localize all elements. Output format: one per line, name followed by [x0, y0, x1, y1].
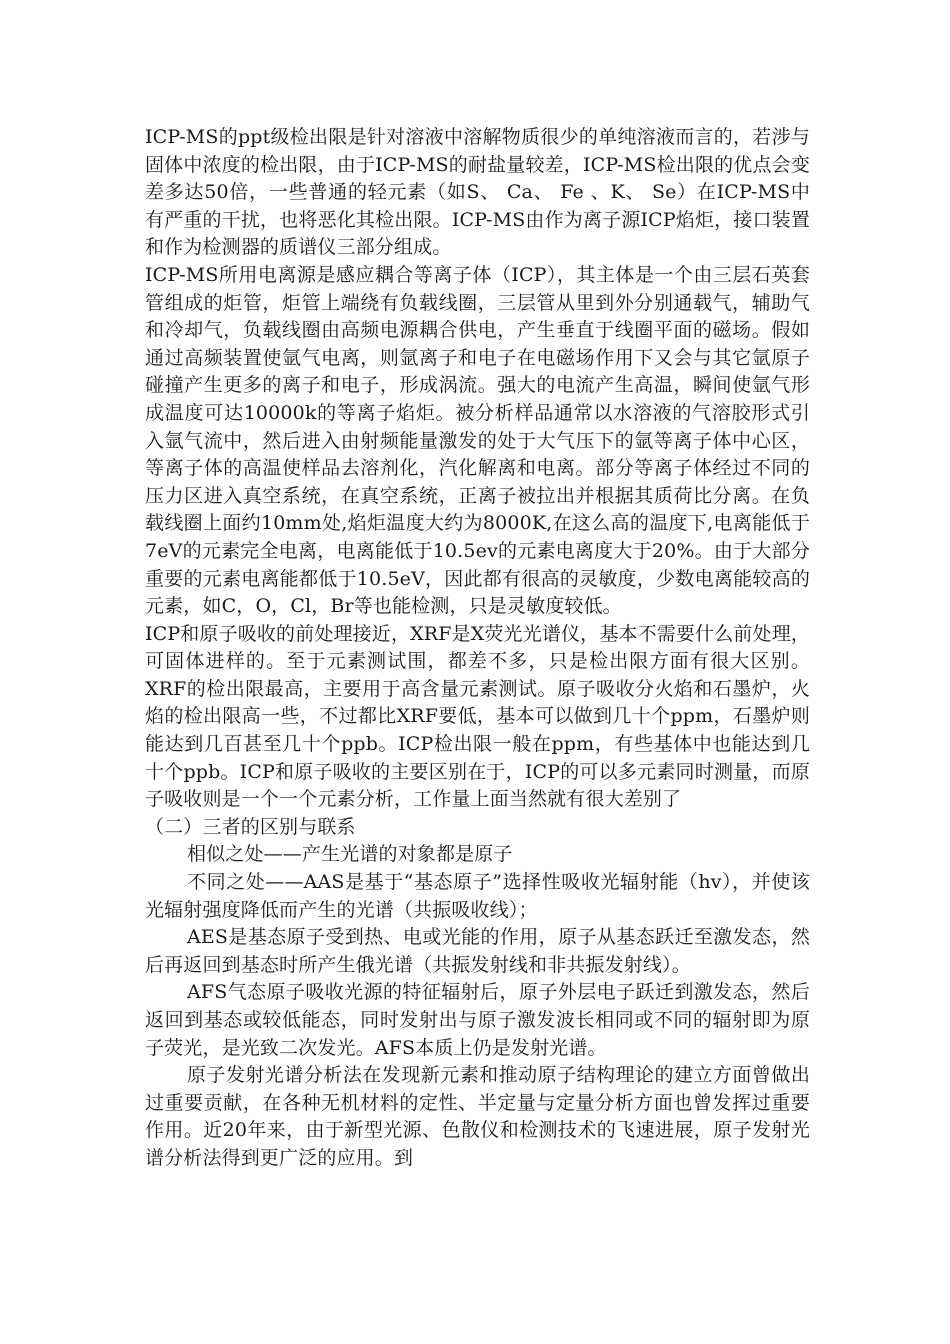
- document-body: [145, 124, 810, 1173]
- paragraph-difference-aas: 不同之处——AAS是基于“基态原子”选择性吸收光辐射能（hv），并使该光辐射强度降低而产生的光谱（共振吸收线）；: [145, 871, 810, 921]
- paragraph-icpms-detection-limit: ICP-MS的ppt级检出限是针对溶液中溶解物质很少的单纯溶液而言的，若涉与固体中浓度的检出限，由于ICP-MS的耐盐量较差，ICP-MS检出限的优点会变差多达50倍，一些普通的轻元素（如S、 Ca、 Fe 、K、 Se）在ICP-MS中有严重的干扰，也将恶化其检出限。ICP-MS由作为离子源ICP焰炬，接口装置和作为检测器的质谱仪三部分组成。: [145, 126, 810, 259]
- paragraph-afs: AFS气态原子吸收光源的特征辐射后，原子外层电子跃迁到激发态，然后返回到基态或较低能态，同时发射出与原子激发波长相同或不同的辐射即为原子荧光，是光致二次发光。AFS本质上仍是发射光谱。: [145, 981, 810, 1059]
- paragraph-aes-history: 原子发射光谱分析法在发现新元素和推动原子结构理论的建立方面曾做出过重要贡献，在各种无机材料的定性、半定量与定量分析方面也曾发挥过重要作用。近20年来，由于新型光源、色散仪和检测技术的飞速进展，原子发射光谱分析法得到更广泛的应用。到: [145, 1064, 810, 1169]
- paragraph-icpms-ionization-source: ICP-MS所用电离源是感应耦合等离子体（ICP），其主体是一个由三层石英套管组成的炬管，炬管上端绕有负载线圈，三层管从里到外分别通载气，辅助气和冷却气，负载线圈由高频电源耦合供电，产生垂直于线圈平面的磁场。假如通过高频装置使氩气电离，则氩离子和电子在电磁场作用下又会与其它氩原子碰撞产生更多的离子和电子，形成涡流。强大的电流产生高温，瞬间使氩气形成温度可达10000k的等离子焰炬。被分析样品通常以水溶液的气溶胶形式引入氩气流中，然后进入由射频能量激发的处于大气压下的氩等离子体中心区，等离子体的高温使样品去溶剂化，汽化解离和电离。部分等离子体经过不同的压力区进入真空系统，在真空系统，正离子被拉出并根据其质荷比分离。在负载线圈上面约10mm处,焰炬温度大约为8000K,在这么高的温度下,电离能低于7eV的元素完全电离，电离能低于10.5ev的元素电离度大于20%。由于大部分重要的元素电离能都低于10.5eV，因此都有很高的灵敏度，少数电离能较高的元素，如C，O，Cl，Br等也能检测，只是灵敏度较低。: [145, 263, 810, 618]
- paragraph-aes: AES是基态原子受到热、电或光能的作用，原子从基态跃迁至激发态，然后再返回到基态时所产生俄光谱（共振发射线和非共振发射线）。: [145, 926, 810, 976]
- section-heading: （二）三者的区别与联系: [145, 815, 356, 838]
- paragraph-icp-vs-aas-xrf: ICP和原子吸收的前处理接近，XRF是X荧光光谱仪，基本不需要什么前处理，可固体进样的。至于元素测试围，都差不多，只是检出限方面有很大区别。XRF的检出限最高，主要用于高含量元素测试。原子吸收分火焰和石墨炉，火焰的检出限高一些，不过都比XRF要低，基本可以做到几十个ppm，石墨炉则能达到几百甚至几十个ppb。ICP检出限一般在ppm，有些基体中也能达到几十个ppb。ICP和原子吸收的主要区别在于，ICP的可以多元素同时测量，而原子吸收则是一个一个元素分析，工作量上面当然就有很大差别了: [145, 622, 810, 811]
- paragraph-similarity: 相似之处——产生光谱的对象都是原子: [187, 843, 513, 866]
